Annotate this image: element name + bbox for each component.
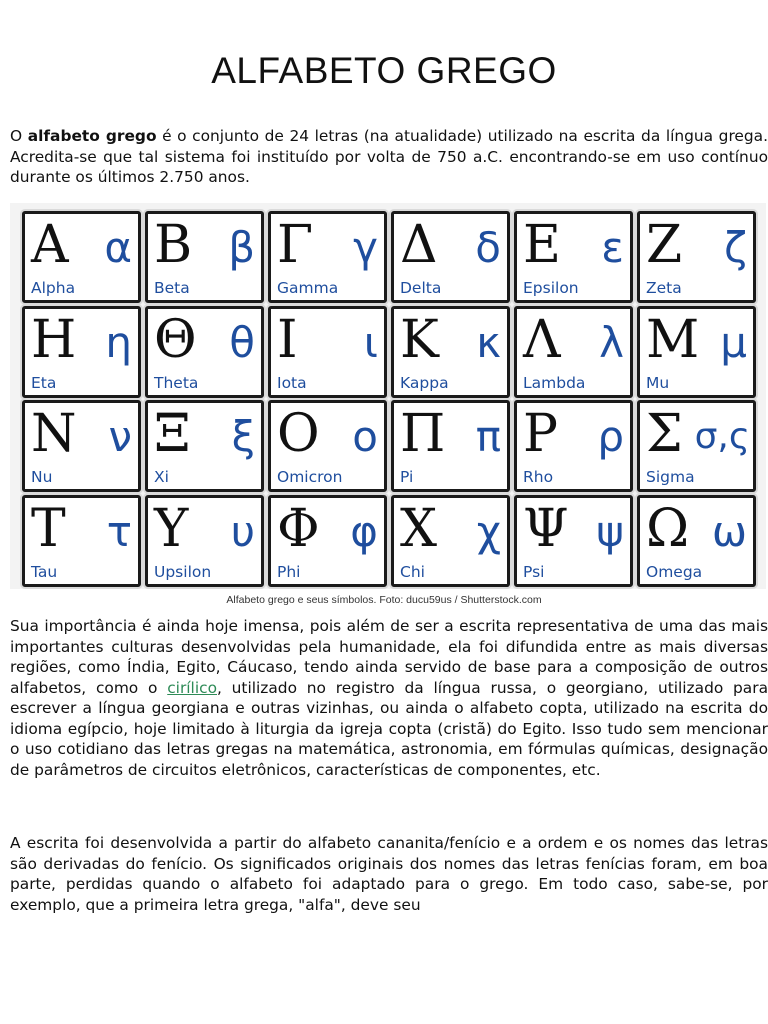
importance-paragraph [10,616,768,780]
letter-name: Eta [31,374,57,392]
letter-name: Rho [523,468,554,486]
lowercase-letter: τ [106,507,132,556]
para2-text-before: Sua importância é ainda hoje imensa, pois além de ser a escrita representativa de uma das mais importantes culturas desenvolvidas pela humanidade, ela foi difundida entre as mais diversas regiões, como Índia, Egito, Cáucaso, tendo ainda servido de base para a composição de outros alfabetos, como o [10,617,768,697]
letter-tile-iota [268,306,387,398]
lowercase-letter: λ [599,318,624,367]
letter-name: Beta [154,279,190,297]
lowercase-letter: γ [353,223,378,272]
letter-tile-zeta [637,211,756,303]
letter-name: Lambda [523,374,586,392]
letter-name: Epsilon [523,279,579,297]
letter-tile-rho [514,400,633,492]
uppercase-letter: Γ [277,215,314,275]
letter-name: Omicron [277,468,343,486]
letter-name: Mu [646,374,670,392]
lowercase-letter: ι [363,318,378,367]
uppercase-letter: Ζ [646,215,683,275]
uppercase-letter: Χ [400,499,438,559]
letter-name: Kappa [400,374,449,392]
lowercase-letter: δ [475,223,501,272]
letter-tile-xi [145,400,264,492]
letter-tile-sigma [637,400,756,492]
letter-name: Xi [154,468,169,486]
intro-text-before: O [10,127,28,145]
letter-name: Tau [31,563,58,581]
page-title: ALFABETO GREGO [211,50,557,91]
lowercase-letter: ψ [596,507,624,556]
letter-tile-epsilon [514,211,633,303]
lowercase-letter: κ [476,318,501,367]
letter-tile-kappa [391,306,510,398]
lowercase-letter: ξ [231,412,255,461]
letter-tile-upsilon [145,495,264,587]
letter-tile-eta [22,306,141,398]
letter-tile-lambda [514,306,633,398]
uppercase-letter: Ν [31,404,77,464]
letter-tile-chi [391,495,510,587]
lowercase-letter: α [104,223,132,272]
letter-name: Pi [400,468,414,486]
uppercase-letter: Λ [523,310,561,370]
lowercase-letter: ρ [597,412,624,461]
uppercase-letter: Ε [523,215,561,275]
uppercase-letter: Ο [277,404,320,464]
letter-tile-gamma [268,211,387,303]
lowercase-letter: υ [230,507,255,556]
letter-name: Psi [523,563,545,581]
letter-tile-alpha [22,211,141,303]
intro-text-after: é o conjunto de 24 letras (na atualidade) utilizado na escrita da língua grega. Acredita-se que tal sistema foi instituído por volta de 750 a.C. encontrando-se em uso contínuo durante os últimos 2.750 anos. [10,127,768,186]
lowercase-letter: η [105,318,132,367]
letter-tile-theta [145,306,264,398]
uppercase-letter: Μ [646,310,700,370]
greek-alphabet-image [10,203,766,589]
letter-name: Theta [154,374,199,392]
letter-name: Nu [31,468,53,486]
uppercase-letter: Π [400,404,446,464]
letter-name: Iota [277,374,307,392]
letter-name: Alpha [31,279,76,297]
letter-tile-nu [22,400,141,492]
uppercase-letter: Τ [31,499,66,559]
image-caption: Alfabeto grego e seus símbolos. Foto: ducu59us / Shutterstock.com [226,594,542,606]
lowercase-letter: ε [601,223,624,272]
letter-tile-omega [637,495,756,587]
letter-tile-tau [22,495,141,587]
uppercase-letter: Ρ [523,404,558,464]
letter-tile-pi [391,400,510,492]
uppercase-letter: Η [31,310,77,370]
letter-name: Phi [277,563,301,581]
uppercase-letter: Υ [154,499,189,559]
letter-tile-delta [391,211,510,303]
letter-name: Omega [646,563,703,581]
lowercase-letter: ω [711,507,747,556]
letter-name: Chi [400,563,425,581]
letter-name: Delta [400,279,442,297]
lowercase-letter: μ [720,318,747,367]
uppercase-letter: Ξ [154,404,191,464]
uppercase-letter: Ι [277,310,298,370]
lowercase-letter: ζ [724,223,747,272]
intro-bold-term: alfabeto grego [27,127,157,145]
origin-paragraph: A escrita foi desenvolvida a partir do alfabeto cananita/fenício e a ordem e os nomes das letras são derivadas do fenício. Os significados originais dos nomes das letras fenícias foram, em boa parte, perdidas quando o alfabeto foi adaptado para o grego. Em todo caso, sabe-se, por exemplo, que a primeira letra grega, "alfa", deve seu [10,834,768,914]
letter-name: Zeta [646,279,682,297]
letter-tile-beta [145,211,264,303]
lowercase-letter: ν [108,412,132,461]
lowercase-letter: φ [350,507,378,556]
para2-text-after: , utilizado no registro da língua russa, o georgiano, utilizado para escrever a língua georgiana e outras vizinhas, ou ainda o alfabeto copta, utilizado na escrita do idioma egípcio, hoje limitado à liturgia da igreja copta (cristã) do Egito. Isso tudo sem mencionar o uso cotidiano das letras gregas na matemática, astronomia, em fórmulas químicas, designação de parâmetros de circuitos eletrônicos, características de componentes, etc. [10,678,768,779]
letter-name: Gamma [277,279,339,297]
uppercase-letter: Ψ [523,499,569,559]
uppercase-letter: Σ [646,404,683,464]
uppercase-letter: Θ [154,310,197,370]
lowercase-letter: β [228,223,255,272]
lowercase-letter: θ [229,318,255,367]
uppercase-letter: Ω [646,499,690,559]
lowercase-letter: π [475,412,501,461]
uppercase-letter: Φ [277,499,320,559]
letter-name: Sigma [646,468,695,486]
lowercase-letter: σ,ς [694,416,750,457]
letter-tile-psi [514,495,633,587]
intro-paragraph [10,126,768,188]
letter-tile-phi [268,495,387,587]
uppercase-letter: Α [31,215,69,275]
letter-tile-omicron [268,400,387,492]
uppercase-letter: Δ [400,215,438,275]
lowercase-letter: ο [352,412,378,461]
lowercase-letter: χ [476,507,501,556]
uppercase-letter: Κ [400,310,439,370]
letter-tile-mu [637,306,756,398]
letter-name: Upsilon [154,563,212,581]
cirilico-link[interactable]: cirílico [167,678,217,697]
uppercase-letter: Β [154,215,193,275]
